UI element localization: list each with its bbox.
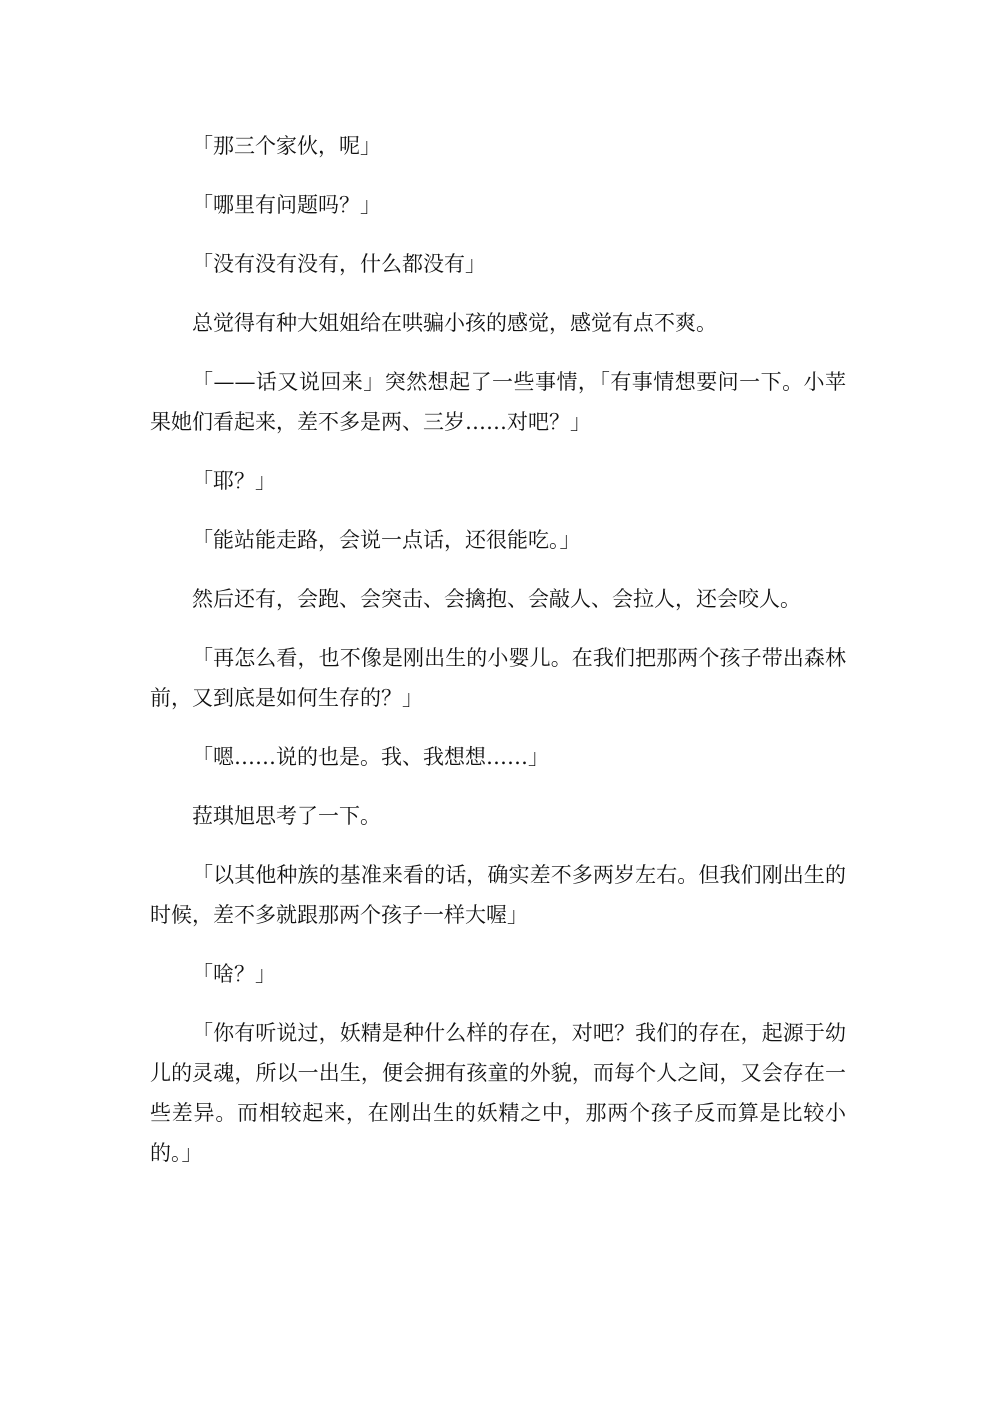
paragraph-7: 「能站能走路，会说一点话，还很能吃。」 bbox=[192, 528, 581, 552]
paragraph-6: 「耶？」 bbox=[192, 469, 276, 493]
paragraph-3: 「没有没有没有，什么都没有」 bbox=[192, 252, 486, 276]
paragraph-14: 「你有听说过，妖精是种什么样的存在，对吧？我们的存在，起源于幼儿的灵魂，所以一出生，便会拥有孩童的外貌，而每个人之间，又会存在一些差异。而相较起来，在刚出生的妖精之中，那两个孩子反而算是比较小的。」 bbox=[150, 1021, 846, 1165]
paragraph-12: 「以其他种族的基准来看的话，确实差不多两岁左右。但我们刚出生的时候，差不多就跟那两个孩子一样大喔」 bbox=[150, 863, 846, 927]
paragraph-1: 「那三个家伙，呢」 bbox=[192, 134, 381, 158]
paragraph-2: 「哪里有问题吗？」 bbox=[192, 193, 381, 217]
paragraph-13: 「啥？」 bbox=[192, 962, 276, 986]
body-text bbox=[150, 126, 846, 1192]
paragraph-11: 菈琪旭思考了一下。 bbox=[192, 804, 381, 828]
paragraph-4: 总觉得有种大姐姐给在哄骗小孩的感觉，感觉有点不爽。 bbox=[192, 311, 717, 335]
paragraph-5: 「——话又说回来」突然想起了一些事情，「有事情想要问一下。小苹果她们看起来，差不多是两、三岁……对吧？」 bbox=[150, 370, 846, 434]
paragraph-10: 「嗯……说的也是。我、我想想……」 bbox=[192, 745, 549, 769]
paragraph-8: 然后还有，会跑、会突击、会擒抱、会敲人、会拉人，还会咬人。 bbox=[192, 587, 801, 611]
paragraph-9: 「再怎么看，也不像是刚出生的小婴儿。在我们把那两个孩子带出森林前，又到底是如何生存的？」 bbox=[150, 646, 846, 710]
